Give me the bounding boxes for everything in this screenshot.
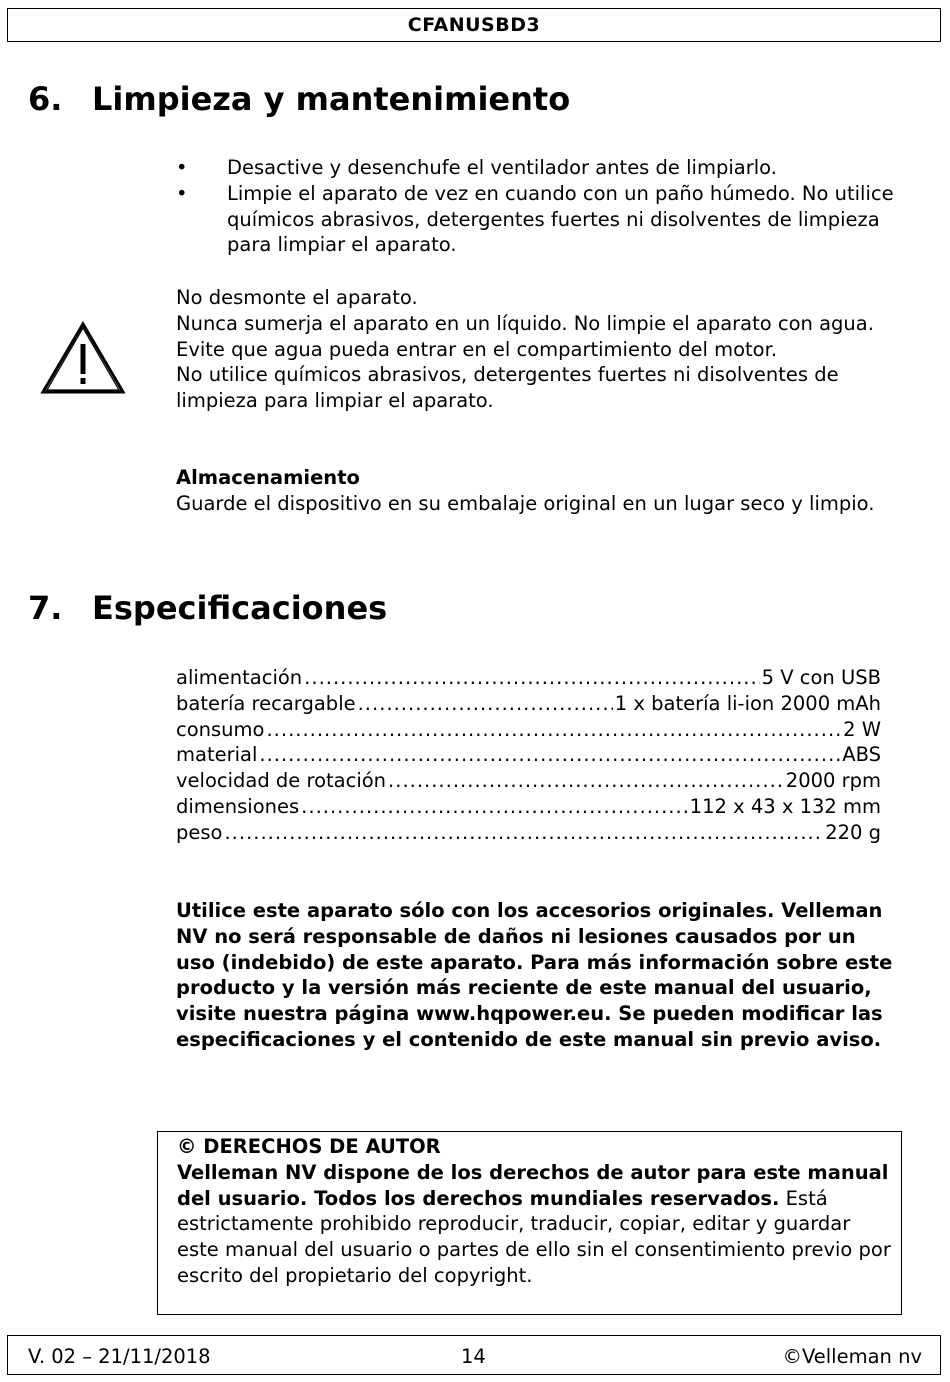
copyright-box [157, 1131, 902, 1315]
spec-label: material [176, 743, 258, 767]
storage-text: Guarde el dispositivo en su embalaje original en un lugar seco y limpio. [176, 491, 875, 515]
section-title-text: Especificaciones [92, 589, 388, 627]
section-number: 6. [28, 80, 63, 118]
spec-value: 112 x 43 x 132 mm [689, 794, 881, 818]
leader-dots [301, 794, 688, 820]
bullet-text: Desactive y desenchufe el ventilador antes de limpiarlo. [227, 156, 777, 179]
copyright-bold-text: Velleman NV dispone de los derechos de autor para este manual del usuario. Todos los derechos mundiales reservados. [177, 1160, 889, 1210]
spec-value: 5 V con USB [761, 666, 881, 689]
disclaimer-text: Utilice este aparato sólo con los accesorios originales. Velleman NV no será responsable de daños ni lesiones causados por un uso (indebido) de este aparato. Para más información sobre este producto y la versión más reciente de este manual del usuario, visite nuestra página www.hqpower.eu. Se pueden modificar las especificaciones y el contenido de este manual sin previo aviso. [176, 899, 893, 1051]
cleaning-bullet-list [176, 155, 896, 258]
leader-dots [224, 820, 823, 846]
warning-line: Nunca sumerja el aparato en un líquido. No limpie el aparato con agua. Evite que agua pueda entrar en el compartimiento del motor. [176, 311, 874, 361]
spec-value: 2000 rpm [785, 769, 881, 793]
spec-label: alimentación [176, 666, 303, 689]
leader-dots [388, 768, 784, 794]
spec-value: 220 g [825, 820, 881, 844]
leader-dots [259, 742, 840, 768]
warning-line: No utilice químicos abrasivos, detergentes fuertes ni disolventes de limpieza para limpiar el aparato. [176, 363, 839, 413]
storage-block [176, 465, 896, 517]
version-date: V. 02 – 21/11/2018 [28, 1345, 211, 1368]
spec-label: batería recargable [176, 691, 356, 715]
leader-dots [358, 691, 613, 717]
spec-row [176, 794, 881, 820]
bullet-icon: • [176, 181, 188, 205]
list-item [176, 181, 896, 258]
warning-triangle-icon [38, 318, 128, 398]
spec-value: ABS [842, 743, 881, 767]
storage-heading: Almacenamiento [176, 466, 360, 489]
spec-label: dimensiones [176, 794, 300, 818]
list-item [176, 155, 896, 181]
section-title-text: Limpieza y mantenimiento [92, 80, 571, 118]
company-name: ©Velleman nv [782, 1345, 922, 1368]
page-header [7, 8, 941, 42]
copyright-normal-text: Está estrictamente prohibido reproducir, traducir, copiar, editar y guardar este manual del usuario o partes de ello sin el consentimiento previo por escrito del propietario del copyright. [177, 1186, 891, 1287]
spec-row [176, 768, 881, 794]
spec-row [176, 820, 881, 846]
spec-label: velocidad de rotación [176, 769, 387, 793]
bullet-text: Limpie el aparato de vez en cuando con un paño húmedo. No utilice químicos abrasivos, detergentes fuertes ni disolventes de limpieza para limpiar el aparato. [227, 181, 894, 257]
warning-notice [176, 285, 896, 414]
bullet-icon: • [176, 156, 188, 179]
spec-row [176, 665, 881, 691]
spec-label: peso [176, 820, 223, 844]
spec-value: 2 W [843, 717, 881, 741]
specifications-table [176, 665, 881, 846]
section-number: 7. [28, 589, 63, 627]
spec-row [176, 717, 881, 743]
leader-dots [266, 717, 841, 743]
copyright-heading: © DERECHOS DE AUTOR [177, 1135, 441, 1158]
leader-dots [304, 665, 759, 691]
warning-line: No desmonte el aparato. [176, 286, 418, 309]
spec-row [176, 691, 881, 717]
section-6-title [28, 80, 570, 118]
page-number: 14 [461, 1345, 486, 1368]
spec-value: 1 x batería li-ion 2000 mAh [614, 691, 881, 715]
spec-label: consumo [176, 717, 265, 741]
model-code: CFANUSBD3 [407, 14, 541, 36]
section-7-title [28, 589, 387, 627]
spec-row [176, 742, 881, 768]
page-footer [7, 1335, 941, 1375]
